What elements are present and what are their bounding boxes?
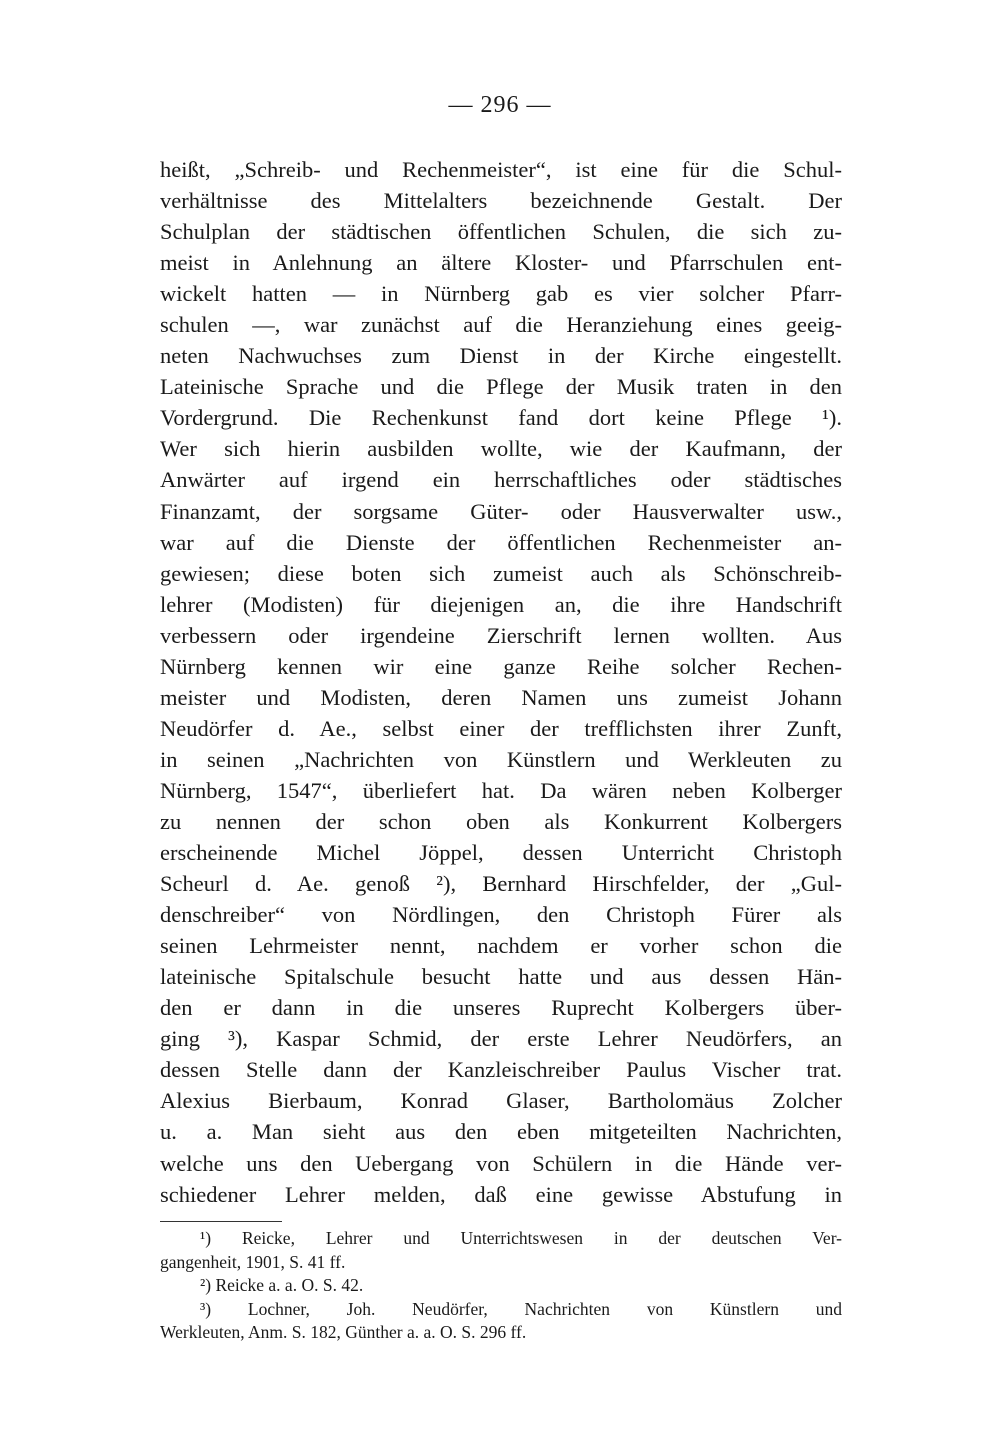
text-line: wickelt hatten — in Nürnberg gab es vier solcher Pfarr-	[160, 281, 842, 307]
text-line: meister und Modisten, deren Namen uns zumeist Johann	[160, 684, 842, 710]
text-line: dessen Stelle dann der Kanzleischreiber Paulus Vischer trat.	[160, 1057, 842, 1083]
main-text	[160, 154, 842, 1210]
text-line: Wer sich hierin ausbilden wollte, wie der Kaufmann, der	[160, 436, 842, 462]
page-number: — 296 —	[448, 92, 552, 118]
text-line: den er dann in die unseres Ruprecht Kolbergers über-	[160, 995, 842, 1021]
text-line: verhältnisse des Mittelalters bezeichnende Gestalt. Der	[160, 188, 842, 214]
footnotes	[160, 1227, 842, 1345]
text-line: Neudörfer d. Ae., selbst einer der trefflichsten ihrer Zunft,	[160, 715, 842, 741]
text-line: seinen Lehrmeister nennt, nachdem er vorher schon die	[160, 933, 842, 959]
footnote-3-line: ³) Lochner, Joh. Neudörfer, Nachrichten von Künstlern und	[200, 1298, 842, 1319]
text-line: Finanzamt, der sorgsame Güter- oder Hausverwalter usw.,	[160, 498, 842, 524]
text-line: Schulplan der städtischen öffentlichen Schulen, die sich zu-	[160, 219, 842, 245]
text-line: Lateinische Sprache und die Pflege der Musik traten in den	[160, 374, 842, 400]
text-line: verbessern oder irgendeine Zierschrift lernen wollten. Aus	[160, 622, 842, 648]
footnote-1-continuation: gangenheit, 1901, S. 41 ff.	[160, 1251, 346, 1272]
text-line: in seinen „Nachrichten von Künstlern und Werkleuten zu	[160, 746, 842, 772]
text-line: denschreiber“ von Nördlingen, den Christoph Fürer als	[160, 902, 842, 928]
text-line: Nürnberg kennen wir eine ganze Reihe solcher Rechen-	[160, 653, 842, 679]
text-line: gewiesen; diese boten sich zumeist auch als Schönschreib-	[160, 560, 842, 586]
text-line: schulen —, war zunächst auf die Heranziehung eines geeig-	[160, 312, 842, 338]
text-line: welche uns den Uebergang von Schülern in die Hände ver-	[160, 1150, 842, 1176]
text-line: war auf die Dienste der öffentlichen Rechenmeister an-	[160, 529, 842, 555]
text-line: Alexius Bierbaum, Konrad Glaser, Bartholomäus Zolcher	[160, 1088, 842, 1114]
text-line: zu nennen der schon oben als Konkurrent Kolbergers	[160, 808, 842, 834]
text-line: neten Nachwuchses zum Dienst in der Kirche eingestellt.	[160, 343, 842, 369]
footnote-3-continuation: Werkleuten, Anm. S. 182, Günther a. a. O. S. 296 ff.	[160, 1322, 527, 1342]
text-line: heißt, „Schreib- und Rechenmeister“, ist eine für die Schul-	[160, 157, 842, 182]
text-line: erscheinende Michel Jöppel, dessen Unterricht Christoph	[160, 840, 842, 866]
footnote-2-line: ²) Reicke a. a. O. S. 42.	[200, 1275, 364, 1295]
text-line: schiedener Lehrer melden, daß eine gewisse Abstufung in	[160, 1181, 842, 1207]
text-line: Nürnberg, 1547“, überliefert hat. Da wären neben Kolberger	[160, 777, 842, 803]
text-line: Anwärter auf irgend ein herrschaftliches oder städtisches	[160, 467, 842, 493]
text-line: u. a. Man sieht aus den eben mitgeteilten Nachrichten,	[160, 1119, 842, 1145]
footnote-1-line: ¹) Reicke, Lehrer und Unterrichtswesen in der deutschen Ver-	[200, 1228, 842, 1248]
text-line: meist in Anlehnung an ältere Kloster- und Pfarrschulen ent-	[160, 250, 842, 276]
text-line: lateinische Spitalschule besucht hatte und aus dessen Hän-	[160, 964, 842, 990]
text-line: Scheurl d. Ae. genoß ²), Bernhard Hirschfelder, der „Gul-	[160, 871, 842, 897]
text-line: lehrer (Modisten) für diejenigen an, die ihre Handschrift	[160, 591, 842, 617]
text-line: ging ³), Kaspar Schmid, der erste Lehrer Neudörfers, an	[160, 1026, 842, 1052]
text-line: Vordergrund. Die Rechenkunst fand dort keine Pflege ¹).	[160, 405, 842, 431]
footnote-divider	[160, 1221, 282, 1223]
